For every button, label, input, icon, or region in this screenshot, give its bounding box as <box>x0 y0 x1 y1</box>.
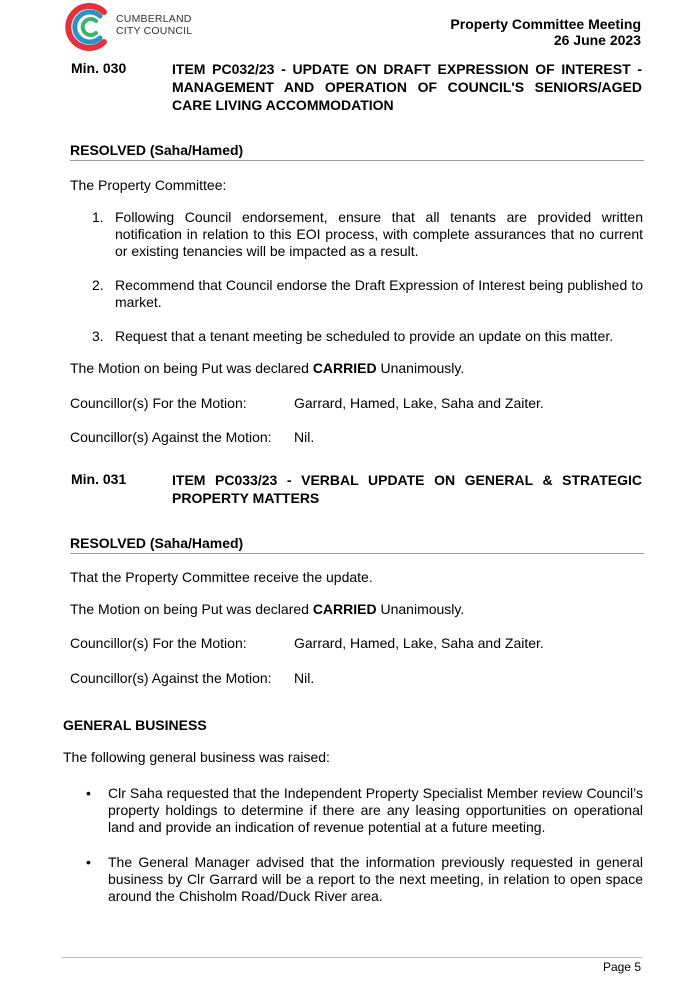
resolution-intro: That the Property Committee receive the update. <box>70 569 373 585</box>
list-number: 2. <box>92 277 104 293</box>
bullet-item: Clr Saha requested that the Independent Property Specialist Member review Council’s property holdings to determine if there are any leasing opportunities on operational land and provide an indication of revenue potential at a future meeting. <box>108 785 643 835</box>
logo-text <box>116 13 192 37</box>
motion-result <box>70 601 644 618</box>
bullet-icon: • <box>86 854 91 870</box>
council-logo <box>64 0 194 54</box>
item-title: ITEM PC033/23 - VERBAL UPDATE ON GENERAL & STRATEGIC PROPERTY MATTERS <box>172 472 642 506</box>
for-label: Councillor(s) For the Motion: <box>70 395 247 411</box>
motion-carried: CARRIED <box>312 601 377 617</box>
motion-prefix: The Motion on being Put was declared <box>70 360 313 376</box>
against-value: Nil. <box>294 670 315 686</box>
for-label: Councillor(s) For the Motion: <box>70 635 247 651</box>
meeting-date: 26 June 2023 <box>553 32 641 48</box>
against-value: Nil. <box>294 429 315 445</box>
general-business-heading: GENERAL BUSINESS <box>63 717 207 733</box>
council-logo-icon <box>64 0 112 54</box>
resolution-intro: The Property Committee: <box>70 177 227 193</box>
motion-suffix: Unanimously. <box>376 360 465 376</box>
list-item: Following Council endorsement, ensure that all tenants are provided written notification in relation to this EOI process, with complete assurances that no current or existing tenancies will be impacted as a result. <box>115 209 643 259</box>
motion-result <box>70 360 644 377</box>
page-header <box>450 16 641 48</box>
bullet-icon: • <box>86 785 91 801</box>
motion-prefix: The Motion on being Put was declared <box>70 601 313 617</box>
footer-divider <box>62 957 642 958</box>
against-label: Councillor(s) Against the Motion: <box>70 429 272 445</box>
resolved-heading: RESOLVED (Saha/Hamed) <box>70 142 644 161</box>
minute-number: Min. 030 <box>71 60 127 76</box>
motion-carried: CARRIED <box>312 360 377 376</box>
against-label: Councillor(s) Against the Motion: <box>70 670 272 686</box>
bullet-item: The General Manager advised that the information previously requested in general business by Clr Garrard will be a report to the next meeting, in relation to open space around the Chisholm Road/Duck River area. <box>108 854 643 904</box>
logo-line-1: CUMBERLAND <box>116 13 192 25</box>
meeting-title: Property Committee Meeting <box>450 16 641 32</box>
list-item: Recommend that Council endorse the Draft Expression of Interest being published to market. <box>115 277 643 310</box>
resolved-heading: RESOLVED (Saha/Hamed) <box>70 535 644 554</box>
item-title: ITEM PC032/23 - UPDATE ON DRAFT EXPRESSION OF INTEREST - MANAGEMENT AND OPERATION OF COUNCIL'S SENIORS/AGED CARE LIVING ACCOMMODATION <box>172 61 642 113</box>
general-business-intro: The following general business was raised: <box>63 749 330 765</box>
motion-suffix: Unanimously. <box>376 601 465 617</box>
page-number: Page 5 <box>602 960 641 974</box>
list-number: 3. <box>92 328 104 344</box>
for-value: Garrard, Hamed, Lake, Saha and Zaiter. <box>294 395 544 411</box>
for-value: Garrard, Hamed, Lake, Saha and Zaiter. <box>294 635 544 651</box>
minute-number: Min. 031 <box>71 471 127 487</box>
list-item: Request that a tenant meeting be scheduled to provide an update on this matter. <box>115 328 614 344</box>
list-number: 1. <box>92 209 104 225</box>
logo-line-2: CITY COUNCIL <box>116 25 193 37</box>
